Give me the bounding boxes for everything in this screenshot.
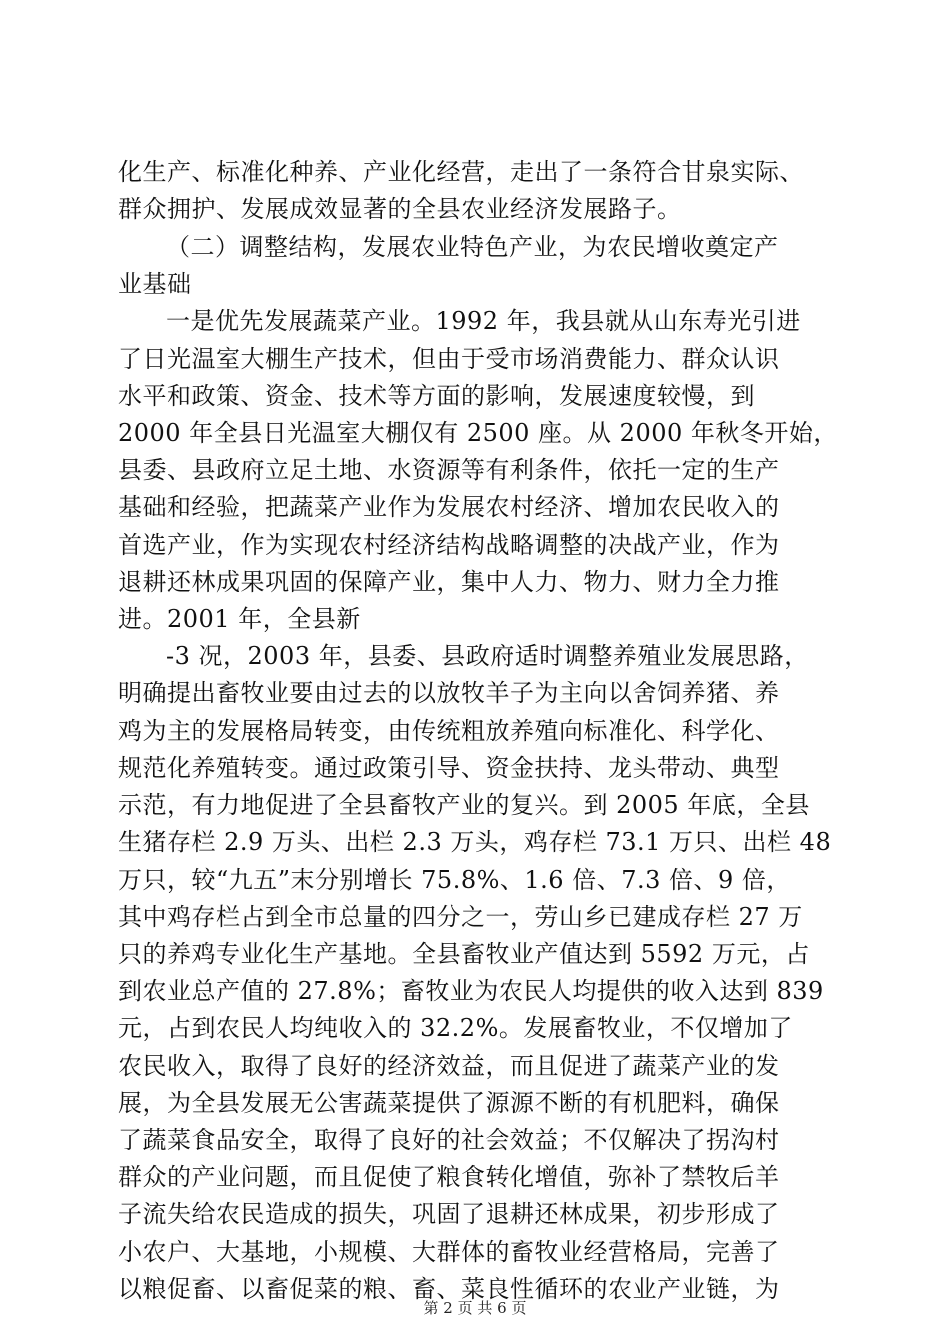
text-line: 首选产业，作为实现农村经济结构战略调整的决战产业，作为 <box>118 531 780 559</box>
text-line: 到农业总产值的 27.8%；畜牧业为农民人均提供的收入达到 839 <box>118 977 824 1005</box>
text-line: 2000 年全县日光温室大棚仅有 2500 座。从 2000 年秋冬开始， <box>118 419 838 447</box>
text-line: 水平和政策、资金、技术等方面的影响，发展速度较慢，到 <box>118 382 755 410</box>
page-number-footer: 第 2 页 共 6 页 <box>423 1299 527 1317</box>
text-line: 进。2001 年，全县新 <box>118 605 361 633</box>
text-line: 群众拥护、发展成效显著的全县农业经济发展路子。 <box>118 195 682 223</box>
text-line: 其中鸡存栏占到全市总量的四分之一，劳山乡已建成存栏 27 万 <box>118 903 803 931</box>
text-line: 农民收入，取得了良好的经济效益，而且促进了蔬菜产业的发 <box>118 1052 780 1080</box>
text-line: 群众的产业问题，而且促使了粮食转化增值，弥补了禁牧后羊 <box>118 1163 780 1191</box>
text-line: 鸡为主的发展格局转变，由传统粗放养殖向标准化、科学化、 <box>118 717 780 745</box>
section-heading-continued: 业基础 <box>118 270 192 298</box>
text-line: 化生产、标准化种养、产业化经营，走出了一条符合甘泉实际、 <box>118 158 804 186</box>
text-line: 万只，较“九五”末分别增长 75.8%、1.6 倍、7.3 倍、9 倍， <box>118 866 791 894</box>
text-line: 展，为全县发展无公害蔬菜提供了源源不断的有机肥料，确保 <box>118 1089 780 1117</box>
text-line: 明确提出畜牧业要由过去的以放牧羊子为主向以舍饲养猪、养 <box>118 679 780 707</box>
paragraph-start: -3 况，2003 年，县委、县政府适时调整养殖业发展思路， <box>166 642 809 670</box>
text-line: 只的养鸡专业化生产基地。全县畜牧业产值达到 5592 万元，占 <box>118 940 810 968</box>
text-line: 子流失给农民造成的损失，巩固了退耕还林成果，初步形成了 <box>118 1200 780 1228</box>
text-line: 基础和经验，把蔬菜产业作为发展农村经济、增加农民收入的 <box>118 493 780 521</box>
text-line: 了蔬菜食品安全，取得了良好的社会效益；不仅解决了拐沟村 <box>118 1126 780 1154</box>
text-line: 小农户、大基地，小规模、大群体的畜牧业经营格局，完善了 <box>118 1238 780 1266</box>
paragraph-start: 一是优先发展蔬菜产业。1992 年，我县就从山东寿光引进 <box>166 307 801 335</box>
text-line: 示范，有力地促进了全县畜牧产业的复兴。到 2005 年底，全县 <box>118 791 810 819</box>
text-line: 退耕还林成果巩固的保障产业，集中人力、物力、财力全力推 <box>118 568 780 596</box>
text-line: 以粮促畜、以畜促菜的粮、畜、菜良性循环的农业产业链，为 <box>118 1275 780 1303</box>
text-line: 元，占到农民人均纯收入的 32.2%。发展畜牧业，不仅增加了 <box>118 1014 793 1042</box>
text-line: 生猪存栏 2.9 万头、出栏 2.3 万头，鸡存栏 73.1 万只、出栏 48 <box>118 828 832 856</box>
text-line: 了日光温室大棚生产技术，但由于受市场消费能力、群众认识 <box>118 345 780 373</box>
text-line: 规范化养殖转变。通过政策引导、资金扶持、龙头带动、典型 <box>118 754 780 782</box>
section-heading: （二）调整结构，发展农业特色产业，为农民增收奠定产 <box>166 233 779 261</box>
text-line: 县委、县政府立足土地、水资源等有利条件，依托一定的生产 <box>118 456 780 484</box>
